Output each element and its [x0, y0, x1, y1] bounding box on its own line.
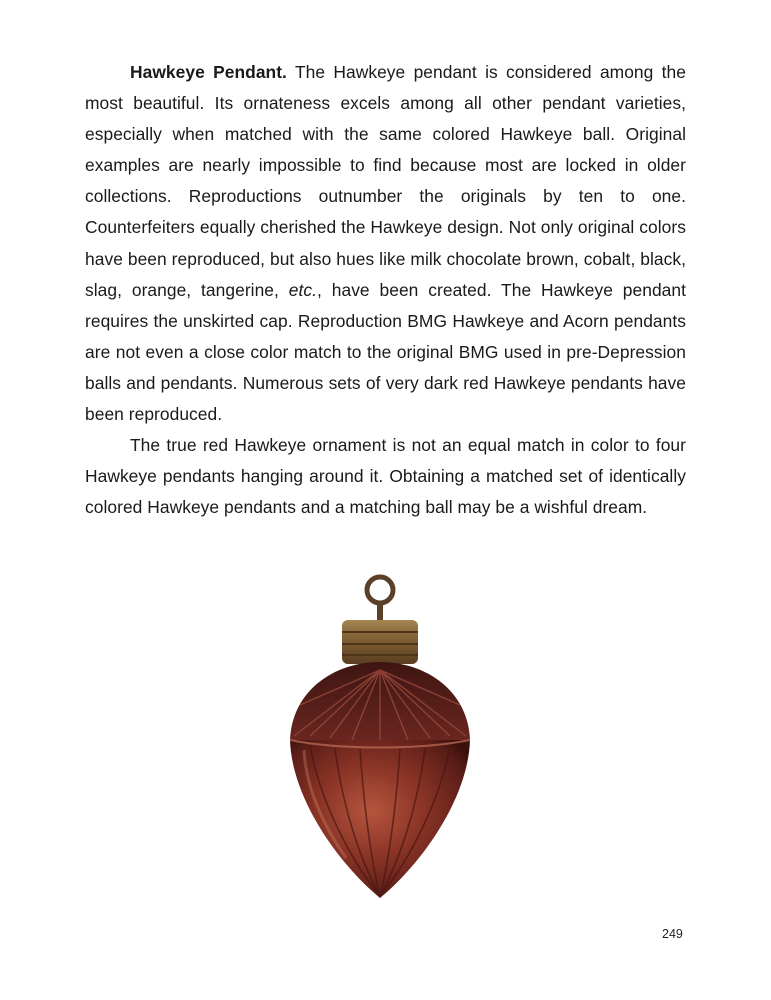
page-number: 249 [662, 927, 683, 941]
paragraph-text-etc: etc. [288, 279, 317, 300]
article-body [85, 57, 686, 523]
paragraph-text-part1: The Hawkeye pendant is considered among the most beautiful. Its ornateness excels among all other pendant varieties, especially when matched with the same colored Hawkeye ball. Original examples are nearly impossible to find because most are locked in older collections. Reproductions outnumber the originals by ten to one. Counterfeiters equally cherished the Hawkeye design. Not only original colors have been reproduced, but also hues like milk chocolate brown, cobalt, black, slag, orange, tangerine, [85, 62, 687, 300]
metal-cap [342, 620, 418, 664]
paragraph-heading: Hawkeye Pendant. [130, 62, 287, 82]
hawkeye-pendant-photo [280, 570, 480, 900]
paragraph-true-red: The true red Hawkeye ornament is not an equal match in color to four Hawkeye pendants hanging around it. Obtaining a matched set of identically colored Hawkeye pendants and a matching ball may be a wishful dream. [85, 435, 686, 518]
glass-body [290, 662, 470, 898]
hanging-loop [367, 577, 393, 622]
paragraph-text-part2: , have been created. The Hawkeye pendant requires the unskirted cap. Reproduction BMG Hawkeye and Acorn pendants are not even a close color match to the original BMG used in pre-Depression balls and pendants. Numerous sets of very dark red Hawkeye pendants have been reproduced. [85, 279, 686, 425]
paragraph-hawkeye-pendant [85, 57, 686, 430]
